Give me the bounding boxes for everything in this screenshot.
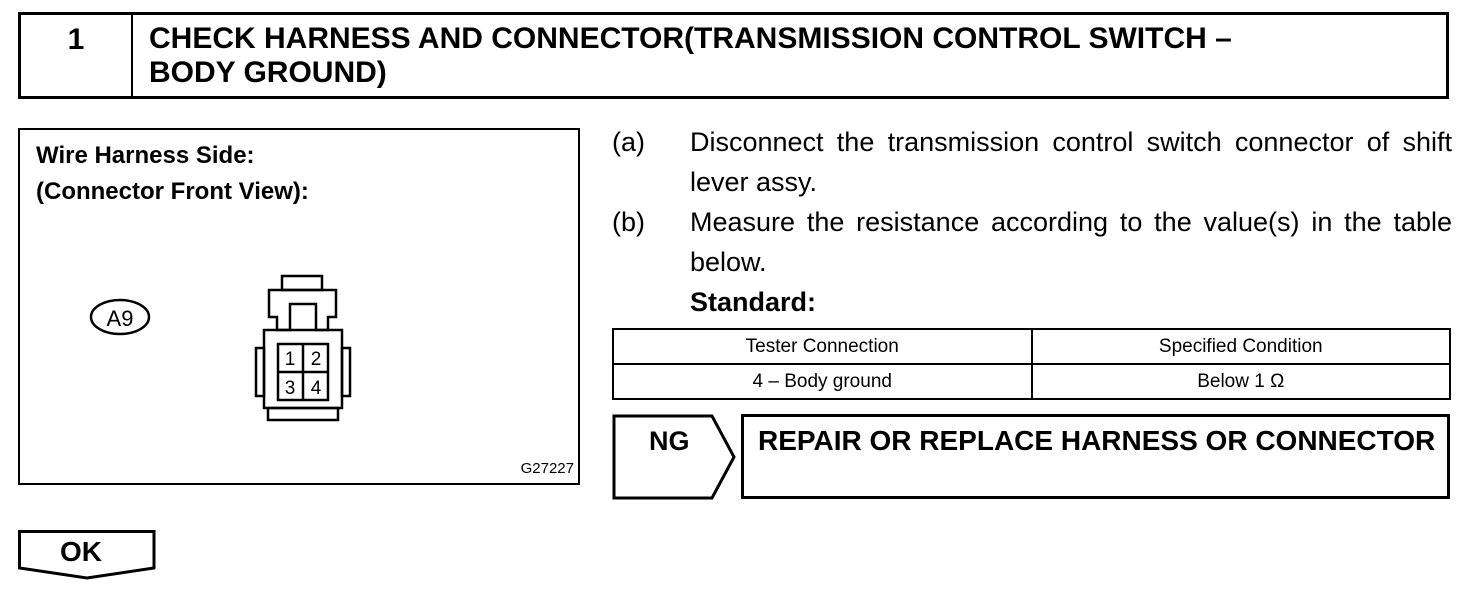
connector-figure (18, 128, 580, 485)
connector-latch (269, 290, 336, 330)
figure-code: G27227 (520, 460, 574, 477)
table-header: Tester Connection (613, 329, 1032, 364)
step-number: 1 (21, 15, 133, 96)
table-cell: Below 1 Ω (1032, 364, 1451, 399)
spec-table (612, 328, 1451, 400)
ng-action-box (741, 414, 1450, 499)
step-letter: (a) (612, 127, 645, 157)
step-text: Measure the resistance according to the value(s) in the table below. (690, 207, 1452, 277)
figure-caption-line1: Wire Harness Side: (36, 142, 255, 169)
instruction-steps (612, 122, 1452, 282)
connector-right-rib (342, 348, 350, 396)
table-row (613, 364, 1450, 399)
step-header (18, 12, 1449, 99)
instruction-step (612, 202, 1452, 282)
pin-label: 4 (310, 378, 322, 399)
pin-label: 3 (284, 378, 296, 399)
ng-action-text: REPAIR OR REPLACE HARNESS OR CONNECTOR (758, 425, 1436, 456)
ok-label: OK (60, 536, 102, 567)
pin-label: 2 (310, 349, 322, 370)
connector-drawing (20, 130, 577, 482)
step-text: Disconnect the transmission control switch connector of shift lever assy. (690, 127, 1452, 197)
instruction-step (612, 122, 1452, 202)
pin-label: 1 (284, 349, 296, 370)
table-header: Specified Condition (1032, 329, 1451, 364)
figure-caption-line2: (Connector Front View): (36, 178, 309, 205)
table-header-row (613, 329, 1450, 364)
table-cell: 4 – Body ground (613, 364, 1032, 399)
standard-label: Standard: (690, 287, 817, 317)
connector-top-tab (282, 276, 322, 290)
ng-label: NG (649, 426, 690, 456)
connector-bottom (268, 408, 338, 420)
connector-id-label: A9 (106, 306, 134, 331)
connector-left-rib (256, 348, 264, 396)
step-title: CHECK HARNESS AND CONNECTOR(TRANSMISSION CONTROL SWITCH – BODY GROUND) (149, 22, 1232, 89)
step-letter: (b) (612, 207, 645, 237)
